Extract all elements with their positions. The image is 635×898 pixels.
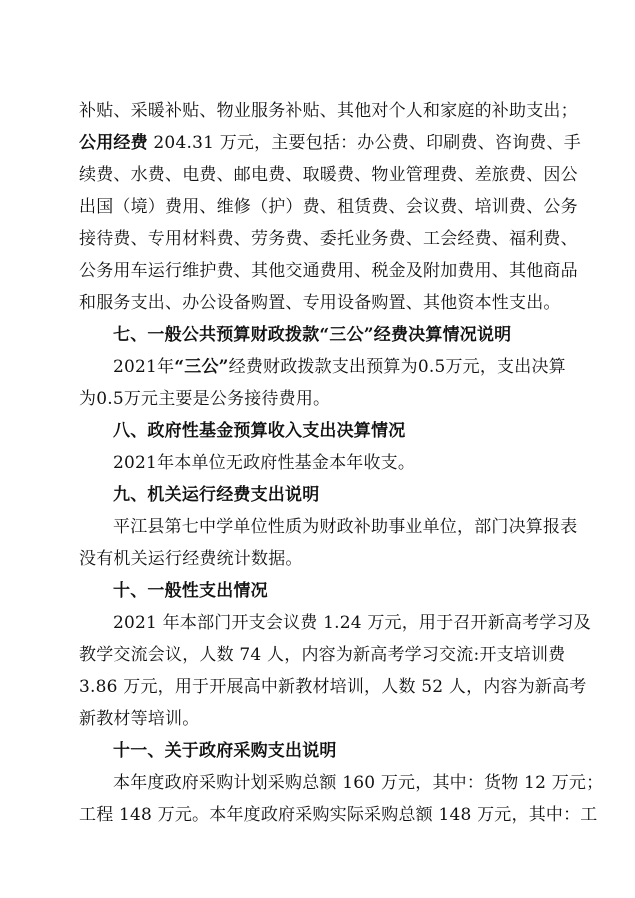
body-line: 2021 年本部门开支会议费 1.24 万元，用于召开新高考学习及	[113, 613, 591, 633]
body-text: 经费财政拨款支出预算为0.5万元，支出决算	[228, 357, 566, 377]
body-line: 为0.5万元主要是公务接待费用。	[79, 389, 331, 409]
body-line: 新教材等培训。	[79, 709, 200, 729]
body-line: 没有机关运行经费统计数据。	[79, 549, 303, 569]
section-heading: 七、一般公共预算财政拨款“三公”经费决算情况说明	[113, 325, 512, 345]
body-text: 2021年	[113, 357, 175, 377]
body-line: 工程 148 万元。本年度政府采购实际采购总额 148 万元，其中：工	[79, 805, 598, 825]
body-text: 204.31 万元，主要包括：办公费、印刷费、咨询费、手	[147, 133, 581, 153]
body-line: 接待费、专用材料费、劳务费、委托业务费、工会经费、福利费、	[79, 229, 578, 249]
section-heading: 十、一般性支出情况	[113, 581, 268, 601]
body-line: 2021年本单位无政府性基金本年收支。	[113, 453, 416, 473]
public-expense-label: 公用经费	[79, 133, 148, 153]
body-line: 3.86 万元，用于开展高中新教材培训，人数 52 人，内容为新高考	[79, 677, 587, 697]
body-line: 教学交流会议，人数 74 人，内容为新高考学习交流:开支培训费	[79, 645, 566, 665]
section-heading: 九、机关运行经费支出说明	[113, 485, 320, 505]
body-line: 续费、水费、电费、邮电费、取暖费、物业管理费、差旅费、因公	[79, 165, 578, 185]
section-heading: 十一、关于政府采购支出说明	[113, 741, 337, 761]
body-line: 出国（境）费用、维修（护）费、租赁费、会议费、培训费、公务	[79, 197, 578, 217]
body-line	[79, 132, 581, 154]
body-line	[113, 356, 566, 378]
body-line: 和服务支出、办公设备购置、专用设备购置、其他资本性支出。	[79, 293, 561, 313]
body-line: 公务用车运行维护费、其他交通费用、税金及附加费用、其他商品	[79, 261, 578, 281]
body-line: 平江县第七中学单位性质为财政补助事业单位，部门决算报表	[113, 517, 578, 537]
body-line: 补贴、采暖补贴、物业服务补贴、其他对个人和家庭的补助支出；	[79, 101, 578, 121]
section-heading: 八、政府性基金预算收入支出决算情况	[113, 421, 406, 441]
body-line: 本年度政府采购计划采购总额 160 万元，其中：货物 12 万元；	[113, 773, 604, 793]
three-public-label: “三公”	[174, 357, 229, 377]
